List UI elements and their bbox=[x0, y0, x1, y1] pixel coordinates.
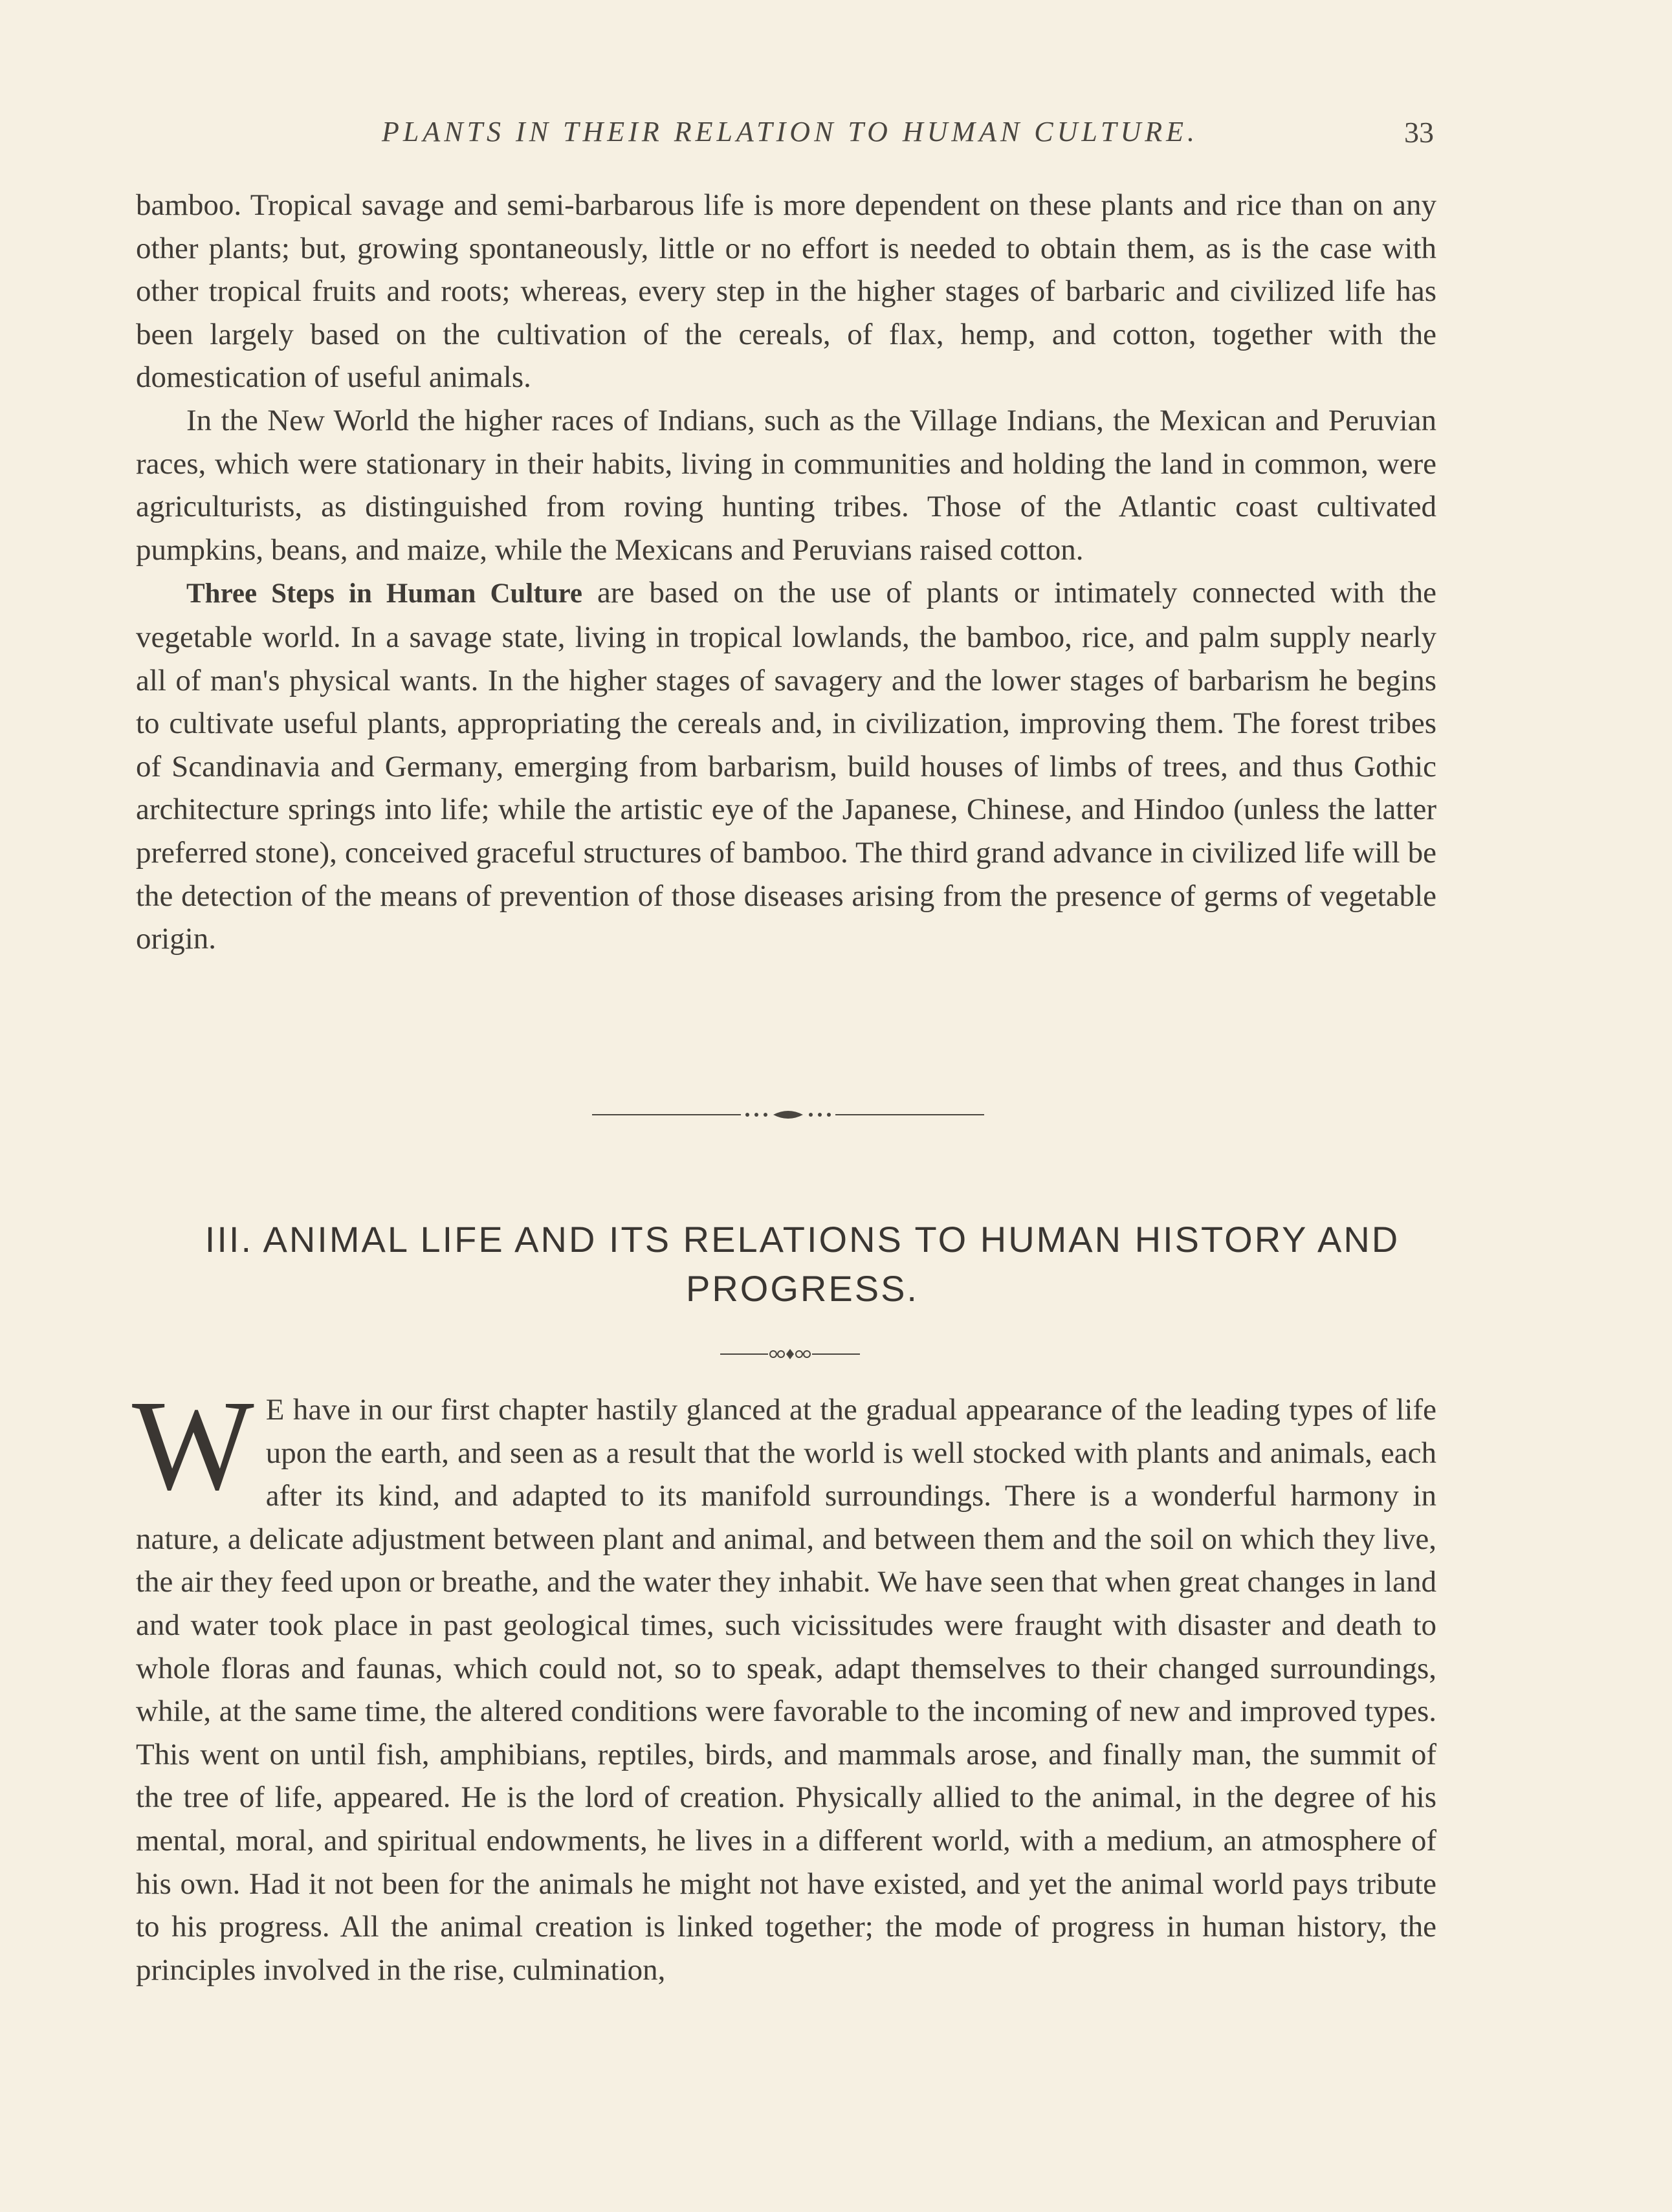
paragraph-opening-text: E have in our first chapter hastily glanced at the gradual appearance of the leading types of life upon the earth, and seen as a result that the world is well stocked with plants and animals, each after its kind, and adapted to its manifold surroundings. There is a wonderful harmony in nature, a delicate adjustment between plant and animal, and between them and the soil on which they live, the air they feed upon or breathe, and the water they inhabit. We have seen that when great changes in land and water took place in past geological times, such vicissitudes were fraught with disaster and death to whole floras and faunas, which could not, so to speak, adapt themselves to their changed surroundings, while, at the same time, the altered conditions were favorable to the incoming of new and improved types. This went on until fish, amphibians, reptiles, birds, and mammals arose, and finally man, the summit of the tree of life, appeared. He is the lord of creation. Physically allied to the animal, in the degree of his mental, moral, and spiritual endowments, he lives in a different world, with a medium, an atmosphere of his own. Had it not been for the animals he might not have existed, and yet the animal world pays tribute to his progress. All the animal creation is linked together; the mode of progress in human history, the principles involved in the rise, culmination, bbox=[136, 1393, 1436, 1987]
paragraph-three-steps bbox=[136, 571, 1436, 960]
paragraph-opening bbox=[132, 1374, 1436, 1991]
plants-text-block bbox=[136, 184, 1436, 961]
chapter-title bbox=[149, 1215, 1456, 1313]
paragraph-three-steps-text: are based on the use of plants or intimately connected with the vegetable world. In a savage state, living in tropical lowlands, the bamboo, rice, and palm supply nearly all of man's physical wants. In the higher stages of savagery and the lower stages of barbarism he begins to cultivate useful plants, appropriating the cereals and, in civilization, improving them. The forest tribes of Scandinavia and Germany, emerging from barbarism, build houses of limbs of trees, and thus Gothic architecture springs into life; while the artistic eye of the Japanese, Chinese, and Hindoo (unless the latter preferred stone), conceived graceful structures of bamboo. The third grand advance in civilized life will be the detection of the means of prevention of those diseases arising from the presence of germs of vegetable origin. bbox=[136, 576, 1436, 956]
running-head bbox=[0, 115, 1672, 154]
running-title: PLANTS IN THEIR RELATION TO HUMAN CULTURE. bbox=[382, 116, 1199, 148]
paragraph-new-world: In the New World the higher races of Indians, such as the Village Indians, the Mexican and Peruvian races, which were stationary in their habits, living in communities and holding the land in common, were agriculturists, as distinguished from roving hunting tribes. Those of the Atlantic coast cultivated pumpkins, beans, and maize, while the Mexicans and Peruvians raised cotton. bbox=[136, 403, 1436, 567]
page-number: 33 bbox=[1404, 116, 1434, 149]
chapter-title-line-2: PROGRESS. bbox=[686, 1268, 919, 1309]
paragraph-bamboo: bamboo. Tropical savage and semi-barbarous life is more dependent on these plants and rice than on any other plants; but, growing spontaneously, little or no effort is needed to obtain them, as is the case with other tropical fruits and roots; whereas, every step in the higher stages of barbaric and civilized life has been largely based on the cultivation of the cereals, of flax, hemp, and cotton, together with the domestication of useful animals. bbox=[136, 188, 1436, 395]
animal-life-text-block bbox=[132, 1374, 1436, 1991]
drop-cap: W bbox=[132, 1374, 254, 1517]
title-ornament bbox=[720, 1346, 860, 1363]
run-in-heading: Three Steps in Human Culture bbox=[186, 578, 583, 609]
section-divider-ornament bbox=[592, 1105, 984, 1124]
chapter-title-line-1: III. ANIMAL LIFE AND ITS RELATIONS TO HUMAN HISTORY AND bbox=[204, 1219, 1400, 1260]
